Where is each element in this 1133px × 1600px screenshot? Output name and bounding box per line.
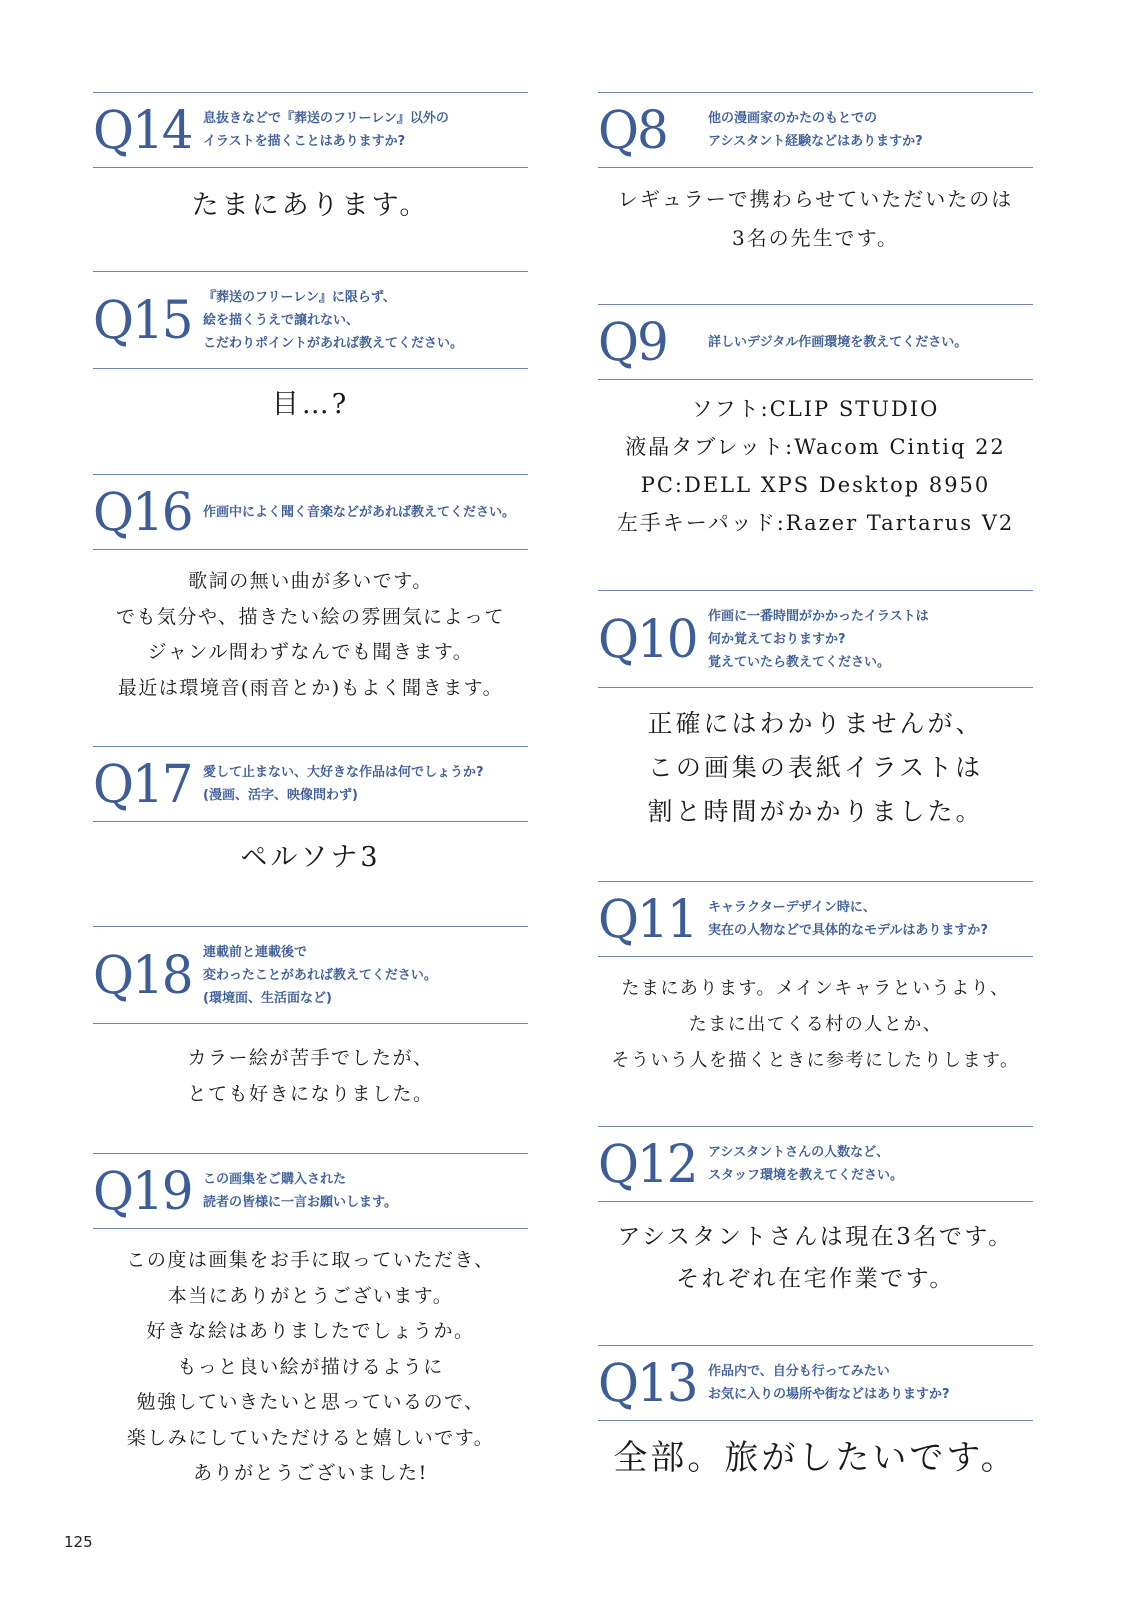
question-number: Q9 (598, 311, 667, 373)
question-number: Q14 (93, 99, 192, 161)
qa-q9 (598, 304, 1033, 542)
question-header (93, 926, 528, 1024)
question-number: Q16 (93, 481, 192, 543)
answer-text: たまにあります。メインキャラというより、 たまに出てくる村の人とか、 そういう人を描くときに参考にしたりします。 (611, 978, 1020, 1071)
qa-q10 (598, 590, 1033, 834)
question-text: キャラクターデザイン時に、 実在の人物などで具体的なモデルはありますか? (708, 900, 988, 938)
answer-text: 歌詞の無い曲が多いです。 でも気分や、描きたい絵の雰囲気によって ジャンル問わずなんでも聞きます。 最近は環境音(雨音とか)もよく聞きます。 (115, 570, 506, 699)
answer-text: アシスタントさんは現在3名です。 それぞれ在宅作業です。 (617, 1224, 1014, 1292)
question-number: Q11 (598, 888, 697, 950)
question-header (598, 92, 1033, 168)
answer-text: たまにあります。 (191, 190, 430, 221)
answer-text: 目…? (271, 389, 350, 420)
qa-q17 (93, 746, 528, 876)
question-number: Q17 (93, 753, 192, 815)
question-text: 愛して止まない、大好きな作品は何でしょうか? (漫画、活字、映像問わず) (203, 765, 484, 803)
question-header (93, 92, 528, 168)
qa-q18 (93, 926, 528, 1112)
answer-text: この度は画集をお手に取っていただき、 本当にありがとうございます。 好きな絵はありましたでしょうか。 もっと良い絵が描けるように 勉強していきたいと思っているので、 楽しみにしていただけると嬉しいです。 ありがとうございました! (126, 1249, 495, 1484)
qa-q16 (93, 474, 528, 706)
answer-text: ペルソナ3 (240, 842, 381, 873)
question-header (598, 590, 1033, 688)
question-header (598, 304, 1033, 380)
question-text: 詳しいデジタル作画環境を教えてください。 (708, 334, 968, 350)
question-text: この画集をご購入された 読者の皆様に一言お願いします。 (203, 1172, 397, 1210)
question-header (598, 1345, 1033, 1421)
page-number: 125 (64, 1533, 93, 1551)
question-text: 作画中によく聞く音楽などがあれば教えてください。 (203, 504, 516, 520)
question-number: Q19 (93, 1160, 192, 1222)
answer-text: ソフト:CLIP STUDIO 液晶タブレット:Wacom Cintiq 22 PC:DELL XPS Desktop 8950 左手キーパッド:Razer Tartarus V2 (616, 397, 1015, 535)
question-text: 息抜きなどで『葬送のフリーレン』以外の イラストを描くことはありますか? (203, 111, 449, 149)
qa-q15 (93, 271, 528, 423)
question-header (93, 1153, 528, 1229)
answer-text: 正確にはわかりませんが、 この画集の表紙イラストは 割と時間がかかりました。 (647, 709, 984, 826)
qa-q14 (93, 92, 528, 224)
question-number: Q18 (93, 944, 192, 1006)
question-header (598, 881, 1033, 957)
question-text: 『葬送のフリーレン』に限らず、 絵を描くうえで譲れない、 こだわりポイントがあれば教えてください。 (203, 289, 464, 351)
qa-q12 (598, 1126, 1033, 1300)
answer-text: カラー絵が苦手でしたが、 とても好きになりました。 (187, 1047, 434, 1105)
question-number: Q13 (598, 1352, 697, 1414)
question-text: 連載前と連載後で 変わったことがあれば教えてください。 (環境面、生活面など) (203, 944, 437, 1006)
qa-q11 (598, 881, 1033, 1079)
answer-text: レギュラーで携わらせていただいたのは 3名の先生です。 (617, 187, 1014, 250)
answer-text: 全部。旅がしたいです。 (613, 1438, 1018, 1478)
question-header (93, 474, 528, 550)
question-text: 作画に一番時間がかかったイラストは 何か覚えておりますか? 覚えていたら教えてください。 (708, 608, 929, 670)
question-text: アシスタントさんの人数など、 スタッフ環境を教えてください。 (708, 1145, 904, 1183)
question-header (598, 1126, 1033, 1202)
question-text: 他の漫画家のかたのもとでの アシスタント経験などはありますか? (708, 111, 923, 149)
qa-q19 (93, 1153, 528, 1492)
question-text: 作品内で、自分も行ってみたい お気に入りの場所や街などはありますか? (708, 1364, 950, 1402)
question-number: Q12 (598, 1133, 697, 1195)
question-header (93, 746, 528, 822)
qa-q8 (598, 92, 1033, 258)
question-number: Q8 (598, 99, 667, 161)
qa-q13 (598, 1345, 1033, 1481)
question-header (93, 271, 528, 369)
question-number: Q10 (598, 608, 697, 670)
question-number: Q15 (93, 289, 192, 351)
